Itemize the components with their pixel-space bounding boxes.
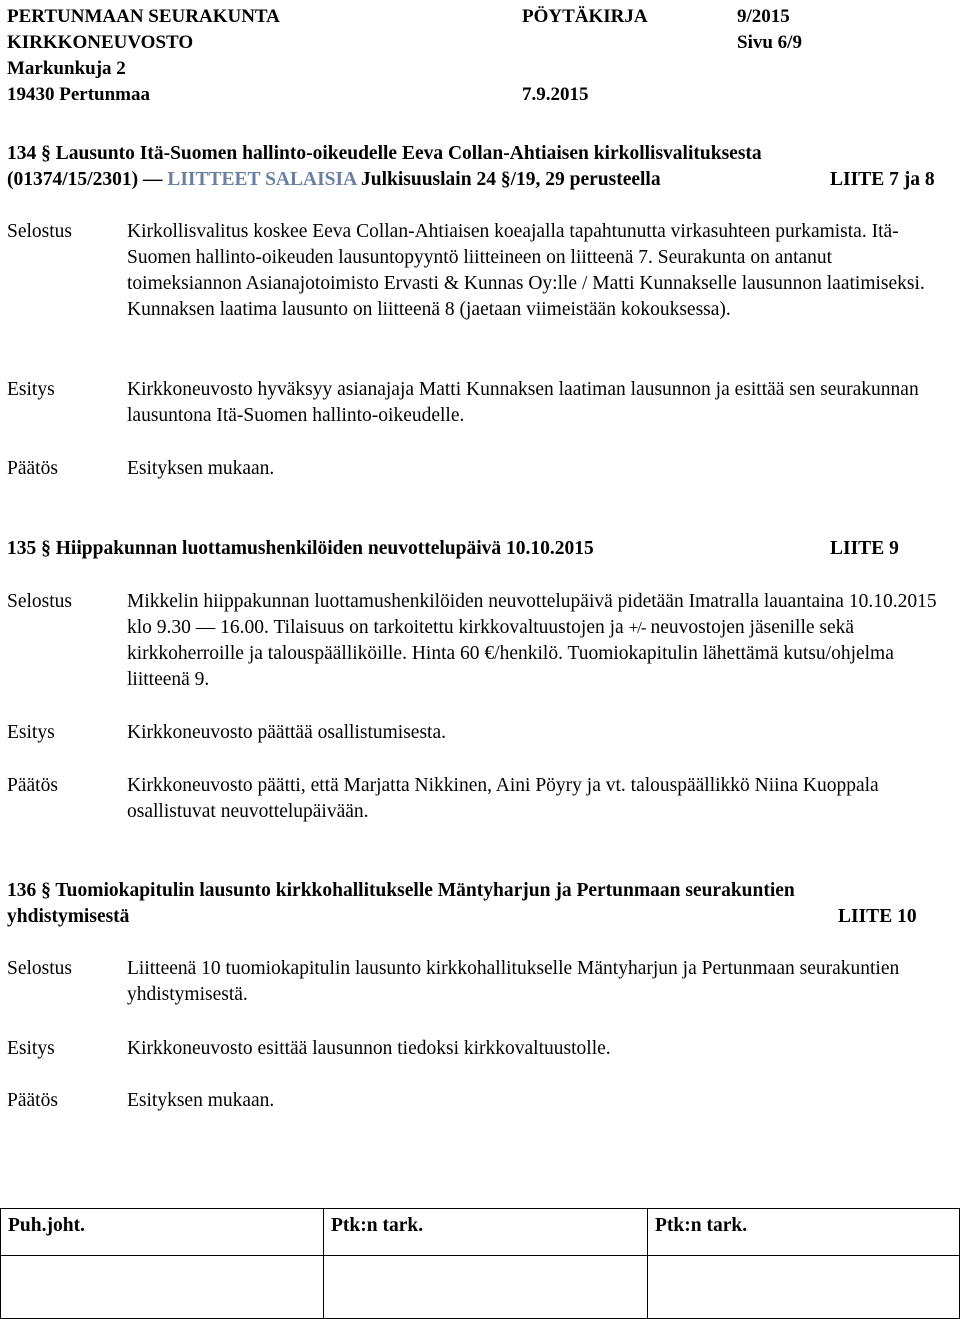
paatos-label: Päätös xyxy=(7,775,58,796)
selostus-label: Selostus xyxy=(7,591,73,612)
signature-space xyxy=(1,1256,324,1319)
section-135-attachment: LIITE 9 xyxy=(830,538,899,559)
meeting-date: 7.9.2015 xyxy=(522,84,589,105)
selostus-label: Selostus xyxy=(7,221,73,242)
signature-cell-checker-1: Ptk:n tark. xyxy=(324,1209,648,1256)
doc-type: PÖYTÄKIRJA xyxy=(522,6,648,27)
section-134-selostus: Kirkollisvalitus koskee Eeva Collan-Ahtiaisen koeajalla tapahtunutta virkasuhteen purkamista. Itä-Suomen hallinto-oikeuden lausuntopyyntö liitteineen on liitteenä 7. Seurakunta on antanut toimeksiannon Asianajotoimisto Ervasti & Kunnas Oy:lle / Matti Kunnakselle lausunnon laatimiseksi. Kunnaksen laatima lausunto on liitteenä 8 (jaetaan viimeistään kokouksessa). xyxy=(127,221,925,320)
doc-number: 9/2015 xyxy=(737,6,790,27)
section-135-esitys: Kirkkoneuvosto päättää osallistumisesta. xyxy=(127,722,446,743)
esitys-label: Esitys xyxy=(7,722,55,743)
org-name: PERTUNMAAN SEURAKUNTA xyxy=(7,6,280,27)
section-136-title-line1: 136 § Tuomiokapitulin lausunto kirkkohallitukselle Mäntyharjun ja Pertunmaan seurakuntien xyxy=(7,880,795,901)
signature-table xyxy=(0,1208,960,1319)
section-135-title: 135 § Hiippakunnan luottamushenkilöiden neuvottelupäivä 10.10.2015 xyxy=(7,538,594,559)
esitys-label: Esitys xyxy=(7,379,55,400)
paatos-label: Päätös xyxy=(7,458,58,479)
section-136-selostus: Liitteenä 10 tuomiokapitulin lausunto kirkkohallitukselle Mäntyharjun ja Pertunmaan seurakuntien yhdistymisestä. xyxy=(127,958,900,1005)
section-134-paatos: Esityksen mukaan. xyxy=(127,458,275,479)
esitys-label: Esitys xyxy=(7,1038,55,1059)
section-134-title-line2: (01374/15/2301) — LIITTEET SALAISIA Julkisuuslain 24 §/19, 29 perusteella xyxy=(7,169,661,190)
section-135-paatos: Kirkkoneuvosto päätti, että Marjatta Nikkinen, Aini Pöyry ja vt. talouspäällikkö Niina Kuoppala osallistuvat neuvottelupäivään. xyxy=(127,775,879,822)
signature-space xyxy=(648,1256,960,1319)
section-134-attachment: LIITE 7 ja 8 xyxy=(830,169,935,190)
postal-address: 19430 Pertunmaa xyxy=(7,84,151,105)
signature-cell-checker-2: Ptk:n tark. xyxy=(648,1209,960,1256)
section-136-esitys: Kirkkoneuvosto esittää lausunnon tiedoksi kirkkovaltuustolle. xyxy=(127,1038,611,1059)
section-136-title-line2: yhdistymisestä xyxy=(7,906,130,927)
selostus-label: Selostus xyxy=(7,958,73,979)
plus-minus-sign: +/- xyxy=(628,618,646,637)
street-address: Markunkuja 2 xyxy=(7,58,126,79)
signature-cell-chair: Puh.joht. xyxy=(1,1209,324,1256)
signature-space xyxy=(324,1256,648,1319)
paatos-label: Päätös xyxy=(7,1090,58,1111)
confidential-notice: LIITTEET SALAISIA xyxy=(167,169,357,190)
section-135-selostus: Mikkelin hiippakunnan luottamushenkilöiden neuvottelupäivä pidetään Imatralla lauantaina 10.10.2015 klo 9.30 — 16.00. Tilaisuus on tarkoitettu kirkkovaltuustojen ja +/- neuvostojen jäsenille sekä kirkkoherroille ja talouspäälliköille. Hinta 60 €/henkilö. Tuomiokapitulin lähettämä kutsu/ohjelma liitteenä 9. xyxy=(127,591,937,690)
section-134-title-line1: 134 § Lausunto Itä-Suomen hallinto-oikeudelle Eeva Collan-Ahtiaisen kirkollisvalituksesta xyxy=(7,143,762,164)
section-136-paatos: Esityksen mukaan. xyxy=(127,1090,275,1111)
page-number: Sivu 6/9 xyxy=(737,32,802,53)
section-134-esitys: Kirkkoneuvosto hyväksyy asianajaja Matti Kunnaksen laatiman lausunnon ja esittää sen seurakunnan lausuntona Itä-Suomen hallinto-oikeudelle. xyxy=(127,379,919,426)
section-136-attachment: LIITE 10 xyxy=(838,906,917,927)
body-name: KIRKKONEUVOSTO xyxy=(7,32,194,53)
